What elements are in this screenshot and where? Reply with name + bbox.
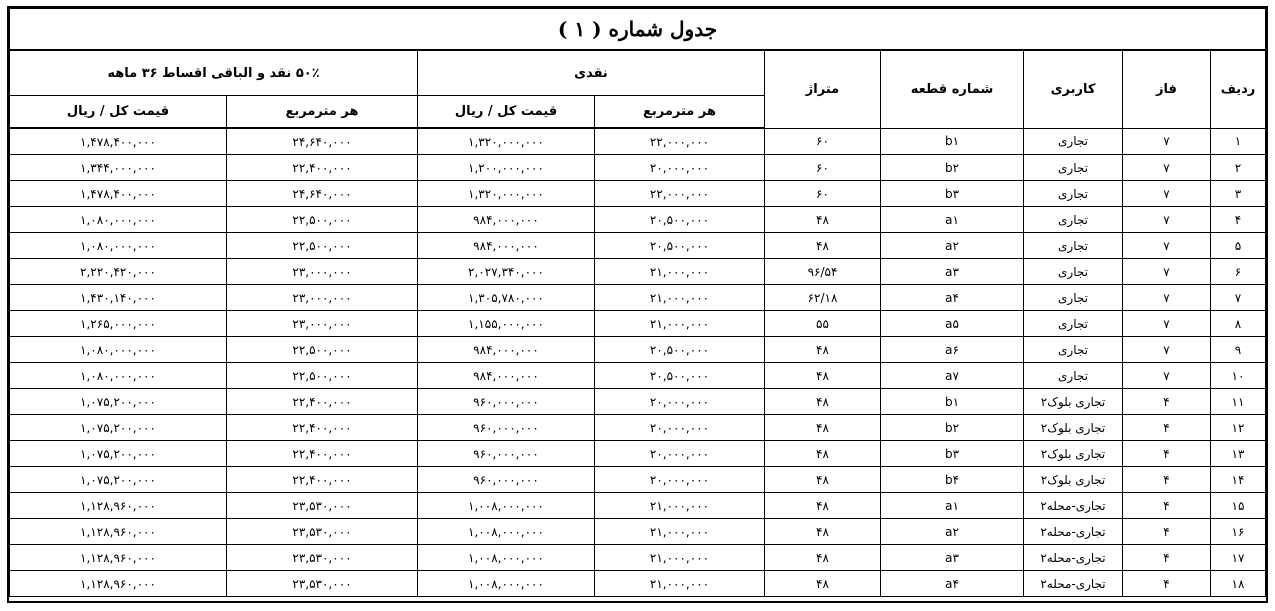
cell-cash-per-meter: ۲۱,۰۰۰,۰۰۰ <box>595 285 765 311</box>
cell-use: تجاری <box>1024 337 1123 363</box>
cell-installment-per-meter: ۲۲,۵۰۰,۰۰۰ <box>227 337 418 363</box>
table-row <box>10 233 1266 259</box>
cell-installment-per-meter: ۲۴,۶۴۰,۰۰۰ <box>227 181 418 207</box>
table-row <box>10 311 1266 337</box>
cell-plot-number: a۲ <box>881 233 1024 259</box>
cell-row-number: ۱۰ <box>1211 363 1266 389</box>
cell-installment-total: ۱,۰۷۵,۲۰۰,۰۰۰ <box>10 441 227 467</box>
cell-installment-total: ۱,۴۷۸,۴۰۰,۰۰۰ <box>10 181 227 207</box>
cell-installment-total: ۱,۰۸۰,۰۰۰,۰۰۰ <box>10 337 227 363</box>
table-row <box>10 285 1266 311</box>
cell-use: تجاری <box>1024 181 1123 207</box>
cell-cash-total: ۹۶۰,۰۰۰,۰۰۰ <box>418 467 595 493</box>
cell-plot-number: a۱ <box>881 207 1024 233</box>
cell-row-number: ۱۲ <box>1211 415 1266 441</box>
cell-installment-total: ۱,۳۴۴,۰۰۰,۰۰۰ <box>10 155 227 181</box>
cell-use: تجاری <box>1024 259 1123 285</box>
header-installment-per-meter: هر مترمربع <box>227 96 418 129</box>
header-phase: فاز <box>1123 50 1211 128</box>
cell-plot-number: b۳ <box>881 181 1024 207</box>
cell-phase: ۴ <box>1123 415 1211 441</box>
cell-cash-per-meter: ۲۰,۰۰۰,۰۰۰ <box>595 415 765 441</box>
header-row-number: ردیف <box>1211 50 1266 128</box>
cell-phase: ۷ <box>1123 155 1211 181</box>
table-row <box>10 519 1266 545</box>
cell-phase: ۷ <box>1123 363 1211 389</box>
header-cash-group: نقدی <box>418 50 765 96</box>
cell-row-number: ۶ <box>1211 259 1266 285</box>
cell-phase: ۷ <box>1123 233 1211 259</box>
cell-installment-total: ۱,۰۸۰,۰۰۰,۰۰۰ <box>10 233 227 259</box>
header-area: متراژ <box>765 50 881 128</box>
cell-cash-total: ۹۸۴,۰۰۰,۰۰۰ <box>418 233 595 259</box>
cell-phase: ۴ <box>1123 571 1211 597</box>
cell-cash-per-meter: ۲۰,۰۰۰,۰۰۰ <box>595 155 765 181</box>
cell-cash-per-meter: ۲۰,۵۰۰,۰۰۰ <box>595 233 765 259</box>
cell-plot-number: a۲ <box>881 519 1024 545</box>
cell-use: تجاری <box>1024 285 1123 311</box>
cell-area: ۴۸ <box>765 337 881 363</box>
table-body <box>10 128 1266 597</box>
cell-area: ۶۰ <box>765 128 881 155</box>
cell-area: ۴۸ <box>765 441 881 467</box>
cell-plot-number: a۷ <box>881 363 1024 389</box>
cell-installment-per-meter: ۲۳,۵۳۰,۰۰۰ <box>227 571 418 597</box>
cell-row-number: ۱۳ <box>1211 441 1266 467</box>
cell-cash-total: ۱,۰۰۸,۰۰۰,۰۰۰ <box>418 545 595 571</box>
cell-cash-per-meter: ۲۱,۰۰۰,۰۰۰ <box>595 571 765 597</box>
cell-use: تجاری بلوک۲ <box>1024 441 1123 467</box>
cell-phase: ۴ <box>1123 545 1211 571</box>
cell-installment-per-meter: ۲۳,۵۳۰,۰۰۰ <box>227 545 418 571</box>
cell-installment-per-meter: ۲۳,۰۰۰,۰۰۰ <box>227 259 418 285</box>
cell-area: ۴۸ <box>765 545 881 571</box>
cell-cash-per-meter: ۲۱,۰۰۰,۰۰۰ <box>595 493 765 519</box>
table-row <box>10 337 1266 363</box>
cell-area: ۴۸ <box>765 363 881 389</box>
cell-row-number: ۱۸ <box>1211 571 1266 597</box>
cell-cash-total: ۱,۳۲۰,۰۰۰,۰۰۰ <box>418 181 595 207</box>
cell-area: ۹۶/۵۴ <box>765 259 881 285</box>
cell-area: ۶۰ <box>765 181 881 207</box>
cell-installment-per-meter: ۲۲,۵۰۰,۰۰۰ <box>227 233 418 259</box>
table-row <box>10 155 1266 181</box>
cell-installment-total: ۱,۱۲۸,۹۶۰,۰۰۰ <box>10 493 227 519</box>
cell-cash-per-meter: ۲۲,۰۰۰,۰۰۰ <box>595 181 765 207</box>
cell-use: تجاری-محله۲ <box>1024 571 1123 597</box>
cell-installment-per-meter: ۲۳,۵۳۰,۰۰۰ <box>227 493 418 519</box>
cell-installment-total: ۲,۲۲۰,۴۲۰,۰۰۰ <box>10 259 227 285</box>
cell-installment-per-meter: ۲۲,۴۰۰,۰۰۰ <box>227 467 418 493</box>
cell-cash-total: ۹۶۰,۰۰۰,۰۰۰ <box>418 415 595 441</box>
cell-cash-total: ۱,۱۵۵,۰۰۰,۰۰۰ <box>418 311 595 337</box>
cell-use: تجاری <box>1024 233 1123 259</box>
cell-plot-number: b۱ <box>881 128 1024 155</box>
cell-cash-total: ۱,۳۰۵,۷۸۰,۰۰۰ <box>418 285 595 311</box>
cell-cash-total: ۱,۰۰۸,۰۰۰,۰۰۰ <box>418 519 595 545</box>
cell-area: ۴۸ <box>765 207 881 233</box>
cell-phase: ۷ <box>1123 259 1211 285</box>
cell-installment-per-meter: ۲۲,۵۰۰,۰۰۰ <box>227 207 418 233</box>
cell-cash-per-meter: ۲۱,۰۰۰,۰۰۰ <box>595 259 765 285</box>
cell-plot-number: b۴ <box>881 467 1024 493</box>
table-row <box>10 441 1266 467</box>
table-row <box>10 571 1266 597</box>
cell-cash-per-meter: ۲۲,۰۰۰,۰۰۰ <box>595 128 765 155</box>
cell-cash-per-meter: ۲۰,۰۰۰,۰۰۰ <box>595 467 765 493</box>
cell-row-number: ۱۵ <box>1211 493 1266 519</box>
cell-cash-total: ۱,۰۰۸,۰۰۰,۰۰۰ <box>418 571 595 597</box>
cell-plot-number: a۴ <box>881 285 1024 311</box>
cell-phase: ۴ <box>1123 519 1211 545</box>
cell-cash-per-meter: ۲۰,۰۰۰,۰۰۰ <box>595 389 765 415</box>
cell-use: تجاری <box>1024 155 1123 181</box>
header-plot-number: شماره قطعه <box>881 50 1024 128</box>
cell-row-number: ۱۶ <box>1211 519 1266 545</box>
cell-row-number: ۳ <box>1211 181 1266 207</box>
cell-cash-total: ۱,۲۰۰,۰۰۰,۰۰۰ <box>418 155 595 181</box>
cell-plot-number: b۱ <box>881 389 1024 415</box>
cell-cash-per-meter: ۲۱,۰۰۰,۰۰۰ <box>595 519 765 545</box>
cell-installment-total: ۱,۰۷۵,۲۰۰,۰۰۰ <box>10 389 227 415</box>
cell-area: ۴۸ <box>765 233 881 259</box>
table-row <box>10 259 1266 285</box>
cell-installment-per-meter: ۲۳,۰۰۰,۰۰۰ <box>227 311 418 337</box>
header-installment-total: قیمت کل / ریال <box>10 96 227 129</box>
cell-installment-total: ۱,۰۸۰,۰۰۰,۰۰۰ <box>10 363 227 389</box>
cell-plot-number: a۳ <box>881 259 1024 285</box>
cell-installment-per-meter: ۲۲,۴۰۰,۰۰۰ <box>227 389 418 415</box>
cell-plot-number: a۵ <box>881 311 1024 337</box>
cell-cash-per-meter: ۲۰,۰۰۰,۰۰۰ <box>595 441 765 467</box>
cell-cash-per-meter: ۲۱,۰۰۰,۰۰۰ <box>595 311 765 337</box>
cell-phase: ۴ <box>1123 441 1211 467</box>
cell-use: تجاری بلوک۲ <box>1024 415 1123 441</box>
cell-installment-per-meter: ۲۳,۵۳۰,۰۰۰ <box>227 519 418 545</box>
cell-installment-total: ۱,۱۲۸,۹۶۰,۰۰۰ <box>10 571 227 597</box>
cell-row-number: ۹ <box>1211 337 1266 363</box>
table-row <box>10 389 1266 415</box>
cell-row-number: ۲ <box>1211 155 1266 181</box>
table-row <box>10 181 1266 207</box>
cell-installment-total: ۱,۱۲۸,۹۶۰,۰۰۰ <box>10 519 227 545</box>
cell-area: ۵۵ <box>765 311 881 337</box>
header-cash-total: قیمت کل / ریال <box>418 96 595 129</box>
cell-cash-per-meter: ۲۰,۵۰۰,۰۰۰ <box>595 207 765 233</box>
cell-use: تجاری بلوک۲ <box>1024 467 1123 493</box>
cell-use: تجاری <box>1024 207 1123 233</box>
cell-cash-per-meter: ۲۰,۵۰۰,۰۰۰ <box>595 363 765 389</box>
cell-row-number: ۵ <box>1211 233 1266 259</box>
cell-phase: ۴ <box>1123 493 1211 519</box>
header-cash-per-meter: هر مترمربع <box>595 96 765 129</box>
cell-plot-number: a۳ <box>881 545 1024 571</box>
cell-phase: ۷ <box>1123 207 1211 233</box>
cell-installment-per-meter: ۲۲,۴۰۰,۰۰۰ <box>227 155 418 181</box>
cell-cash-total: ۹۶۰,۰۰۰,۰۰۰ <box>418 389 595 415</box>
table-row <box>10 363 1266 389</box>
cell-use: تجاری-محله۲ <box>1024 493 1123 519</box>
cell-installment-per-meter: ۲۲,۴۰۰,۰۰۰ <box>227 441 418 467</box>
cell-area: ۴۸ <box>765 571 881 597</box>
table-row <box>10 545 1266 571</box>
cell-plot-number: a۱ <box>881 493 1024 519</box>
header-use: کاربری <box>1024 50 1123 128</box>
cell-installment-total: ۱,۰۷۵,۲۰۰,۰۰۰ <box>10 467 227 493</box>
cell-use: تجاری <box>1024 363 1123 389</box>
cell-plot-number: a۴ <box>881 571 1024 597</box>
table-row <box>10 415 1266 441</box>
cell-row-number: ۱۱ <box>1211 389 1266 415</box>
cell-installment-total: ۱,۲۶۵,۰۰۰,۰۰۰ <box>10 311 227 337</box>
cell-cash-total: ۲,۰۲۷,۳۴۰,۰۰۰ <box>418 259 595 285</box>
cell-phase: ۴ <box>1123 467 1211 493</box>
cell-plot-number: b۳ <box>881 441 1024 467</box>
table-row <box>10 207 1266 233</box>
cell-plot-number: a۶ <box>881 337 1024 363</box>
cell-installment-per-meter: ۲۲,۵۰۰,۰۰۰ <box>227 363 418 389</box>
cell-row-number: ۷ <box>1211 285 1266 311</box>
cell-plot-number: b۲ <box>881 415 1024 441</box>
cell-use: تجاری-محله۲ <box>1024 545 1123 571</box>
header-installment-group: ۵۰٪ نقد و الباقی اقساط ۳۶ ماهه <box>10 50 418 96</box>
cell-area: ۴۸ <box>765 519 881 545</box>
cell-use: تجاری <box>1024 311 1123 337</box>
cell-installment-total: ۱,۰۷۵,۲۰۰,۰۰۰ <box>10 415 227 441</box>
cell-area: ۶۲/۱۸ <box>765 285 881 311</box>
cell-phase: ۷ <box>1123 311 1211 337</box>
cell-installment-per-meter: ۲۲,۴۰۰,۰۰۰ <box>227 415 418 441</box>
cell-cash-total: ۹۸۴,۰۰۰,۰۰۰ <box>418 337 595 363</box>
cell-installment-per-meter: ۲۴,۶۴۰,۰۰۰ <box>227 128 418 155</box>
table-row <box>10 493 1266 519</box>
cell-phase: ۷ <box>1123 181 1211 207</box>
price-table-frame <box>7 6 1268 603</box>
cell-installment-total: ۱,۴۷۸,۴۰۰,۰۰۰ <box>10 128 227 155</box>
cell-phase: ۴ <box>1123 389 1211 415</box>
cell-installment-total: ۱,۱۲۸,۹۶۰,۰۰۰ <box>10 545 227 571</box>
table-row <box>10 128 1266 155</box>
cell-area: ۴۸ <box>765 415 881 441</box>
cell-cash-total: ۹۶۰,۰۰۰,۰۰۰ <box>418 441 595 467</box>
cell-installment-total: ۱,۰۸۰,۰۰۰,۰۰۰ <box>10 207 227 233</box>
cell-phase: ۷ <box>1123 128 1211 155</box>
price-table <box>9 8 1266 597</box>
cell-installment-total: ۱,۴۳۰,۱۴۰,۰۰۰ <box>10 285 227 311</box>
cell-use: تجاری-محله۲ <box>1024 519 1123 545</box>
cell-cash-total: ۹۸۴,۰۰۰,۰۰۰ <box>418 363 595 389</box>
cell-row-number: ۱ <box>1211 128 1266 155</box>
cell-cash-per-meter: ۲۱,۰۰۰,۰۰۰ <box>595 545 765 571</box>
cell-area: ۶۰ <box>765 155 881 181</box>
cell-row-number: ۱۷ <box>1211 545 1266 571</box>
cell-row-number: ۸ <box>1211 311 1266 337</box>
cell-cash-total: ۱,۳۲۰,۰۰۰,۰۰۰ <box>418 128 595 155</box>
cell-row-number: ۴ <box>1211 207 1266 233</box>
cell-cash-total: ۹۸۴,۰۰۰,۰۰۰ <box>418 207 595 233</box>
cell-area: ۴۸ <box>765 467 881 493</box>
cell-area: ۴۸ <box>765 493 881 519</box>
cell-phase: ۷ <box>1123 337 1211 363</box>
cell-cash-total: ۱,۰۰۸,۰۰۰,۰۰۰ <box>418 493 595 519</box>
cell-cash-per-meter: ۲۰,۵۰۰,۰۰۰ <box>595 337 765 363</box>
cell-row-number: ۱۴ <box>1211 467 1266 493</box>
cell-use: تجاری <box>1024 128 1123 155</box>
table-title: جدول شماره ( ۱ ) <box>10 9 1266 51</box>
cell-use: تجاری بلوک۲ <box>1024 389 1123 415</box>
table-row <box>10 467 1266 493</box>
cell-installment-per-meter: ۲۳,۰۰۰,۰۰۰ <box>227 285 418 311</box>
cell-area: ۴۸ <box>765 389 881 415</box>
cell-phase: ۷ <box>1123 285 1211 311</box>
cell-plot-number: b۲ <box>881 155 1024 181</box>
